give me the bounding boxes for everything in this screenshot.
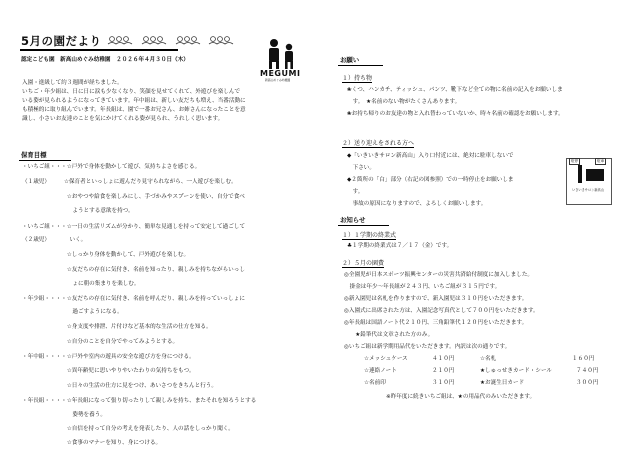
supply-item-price: ４１０円 <box>432 356 455 362</box>
goal-line: ☆しっかり身体を動かして、戸外遊びを楽しむ。 <box>22 252 190 258</box>
intro-line: 入園・進級して約３週間が経ちました。 <box>22 80 123 86</box>
term-title: １）１学期の終業式 <box>342 232 397 239</box>
pickup-title: ２）送り迎えをされる方へ <box>342 140 415 147</box>
supply-item-price: １６０円 <box>572 356 595 362</box>
goal-line: ☆身支度や排泄、片付けなど基本的な生活の仕方を知る。 <box>22 324 212 330</box>
parking-map <box>566 158 612 205</box>
supply-item-name: ★お誕生日カード <box>480 380 525 386</box>
map-road-marking <box>578 165 582 183</box>
supply-item-price: ３１０円 <box>432 380 455 386</box>
fees-title: ２）５月の園費 <box>342 260 385 267</box>
goal-line: ・年中組・・・・☆戸外や室内の遊具の安全な遊び方を身につける。 <box>22 354 195 360</box>
page-title: 5月の園だより <box>21 34 102 48</box>
goal-line: ☆おやつや給食を楽しみにし、手づかみやスプーンを使い、自分で食べ <box>22 194 245 200</box>
pickup-line: 事故の原因になりますので、よろしくお願いします。 <box>347 201 487 207</box>
requests-heading: お願い <box>338 55 383 66</box>
belongings-line: ❀お持ち帰りのお友達の物と入れ替わっていないか、時々名前の確認をお願いします。 <box>347 111 564 117</box>
supply-item-name: ☆メッシュケース <box>364 356 408 362</box>
goal-line: ☆食事のマナーを知り、身につける。 <box>22 440 162 446</box>
goal-line: ☆異年齢児に思いやりやいたわりの気持ちをもつ。 <box>22 368 195 374</box>
map-label-salon: いきいきサロン新高山 <box>572 188 604 192</box>
fee-line: ◎全園児が日本スポーツ振興センターの災害共済給付制度に加入しました。 <box>344 272 534 278</box>
intro-line: いちご・年少組は、日に日に涙も少なくなり、笑顔を見せてくれて、外遊びを楽しんで <box>22 89 241 95</box>
supply-item-name: ☆名前印 <box>364 380 386 386</box>
supply-item-name: ★しゅっせきカード・シール <box>480 368 553 374</box>
supply-item-name: ☆名札 <box>480 356 497 362</box>
pickup-line: ◆「いきいきサロン新高山」入り口付近には、絶対に駐車しないで <box>347 153 514 159</box>
goal-line: （２歳児） いく。 <box>22 237 87 243</box>
goals-heading: 保育目標 <box>19 150 71 161</box>
map-label-stop: 駐停 <box>571 159 579 163</box>
fee-line: ◎入園式に出席された方は、入園記念写真代として７００円をいただきます。 <box>344 308 539 314</box>
children-decoration-icon <box>106 35 234 45</box>
intro-line: も積極的に取り組んでいます。年長組は、園で一番お兄さん、お姉さんになったことを意 <box>22 107 246 113</box>
supply-footnote: ※昨年度に続きいちご組は、★の用品代のみいただきます。 <box>386 394 536 400</box>
fee-line: ◎新入園児は名札を作りますので、新入園児は３１０円をいただきます。 <box>344 296 528 302</box>
goal-line: ☆友だちの存在に気付き、名前を知ったり、親しみを持ちながらいっし <box>22 267 245 273</box>
pickup-line: ◆２箇所の「白」部分（右記の図参照）での一時停止をお願いしま <box>347 177 514 183</box>
logo-subtext: 新高山めぐみ幼稚園 <box>265 78 291 82</box>
logo-text: MEGUMI <box>260 69 301 78</box>
supply-item-name: ☆連絡ノート <box>364 368 397 374</box>
supply-item-price: ７４０円 <box>576 368 599 374</box>
fee-line: ◎いちご組は新学期用品代をいただきます。内訳は次の通りです。 <box>344 344 511 350</box>
pickup-line: す。 <box>347 189 364 195</box>
supply-item-price: ３００円 <box>576 380 599 386</box>
goal-line: ょに朝の集まりを楽しむ。 <box>22 281 140 287</box>
fee-line: 掛金は年少～年長組が２４３円、いちご組が３１５円です。 <box>344 284 501 290</box>
goal-line: 姿勢を養う。 <box>22 412 106 418</box>
belongings-line: す。 ★名前のない物がたくさんあります。 <box>347 99 461 105</box>
title-underline <box>20 49 178 51</box>
pickup-line: 下さい。 <box>347 165 375 171</box>
goal-line: ☆自分のことを自分でやってみようとする。 <box>22 339 179 345</box>
fee-line: ★鉛筆代は文章された方のみ。 <box>344 332 434 338</box>
goal-line: ・年少組・・・・☆友だちの存在に気付き、名前を呼んだり、親しみを持っていっしょに <box>22 296 245 302</box>
term-end-note: ♣１学期の終業式は７／１７（金）です。 <box>347 243 453 249</box>
goal-line: ようとする意欲を持つ。 <box>22 208 134 214</box>
belongings-title: １）持ち物 <box>342 75 373 82</box>
notices-heading: お知らせ <box>338 215 389 226</box>
goal-line: ・いちご組・・・☆一日の生活リズムが分かり、簡単な見通しを持って安定して過ごして <box>22 224 246 230</box>
intro-line: いる姿が見られるようになってきています。年中組は、新しい友だちも増え、当番活動に <box>22 98 246 104</box>
goal-line: ☆自信を持って自分の考えを発表したり、人の話をしっかり聞く。 <box>22 426 234 432</box>
goal-line: ☆日々の生活の仕方に見をつけ、あいさつをきちんと行う。 <box>22 383 217 389</box>
map-building <box>586 169 604 181</box>
belongings-line: ❀くつ、ハンカチ、ティッシュ、パンツ、靴下など全ての物に名前の記入をお願いしま <box>347 87 563 93</box>
goal-line: 過ごすようになる。 <box>22 309 123 315</box>
goal-line: （１歳児） ☆保育者といっしょに遊んだり見守られながら、一人遊びを楽しむ。 <box>22 179 237 185</box>
goal-line: ・年長組・・・・☆年長組になって張り切ったりして親しみを持ち、またそれを知ろうとする <box>22 398 257 404</box>
map-label-parking: 駐車 <box>597 159 605 163</box>
logo-figures-icon <box>256 38 308 70</box>
intro-line: 識し、小さいお友達のことを気にかけてくれる姿が見られ、うれしく思います。 <box>22 116 224 122</box>
goal-line: ・いちご組・・・☆戸外で身体を動かして遊び、気持ちよさを感じる。 <box>22 164 201 170</box>
newsletter-subtitle: 認定こども園 新高山めぐみ幼稚園 ２０２６年４月３０日（木） <box>21 57 189 63</box>
supply-item-price: ２１０円 <box>432 368 455 374</box>
school-logo <box>256 38 308 82</box>
fee-line: ◎年長組は国語ノート代２１０円、三角鉛筆代１２０円をいただきます。 <box>344 320 528 326</box>
